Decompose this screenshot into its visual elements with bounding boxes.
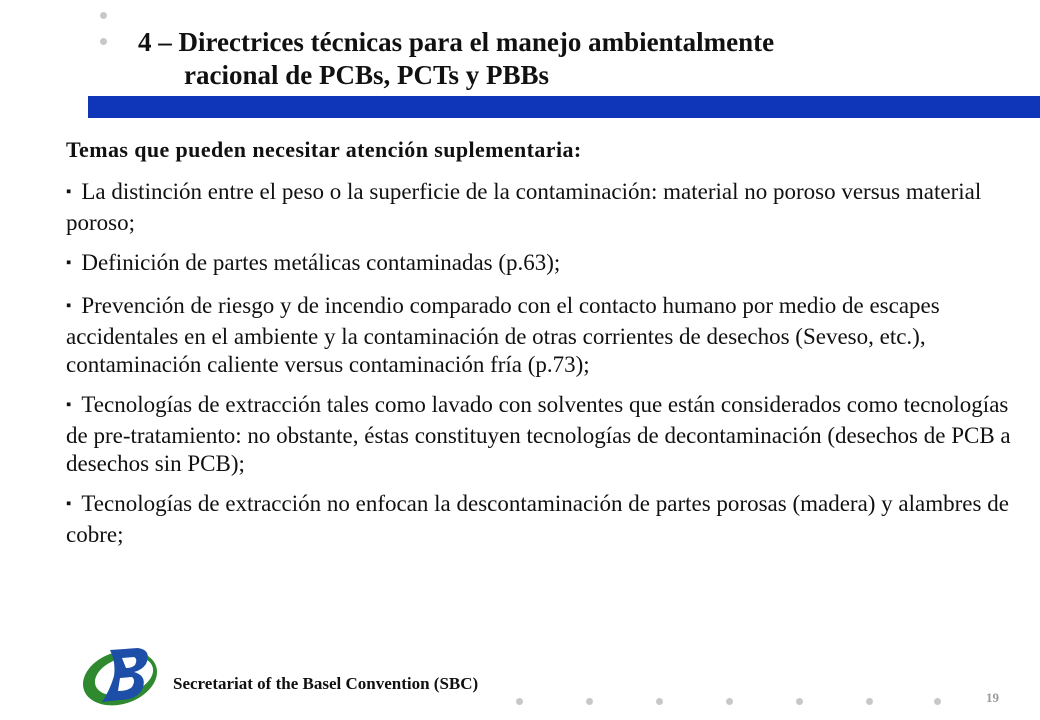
square-bullet-icon: ▪ xyxy=(66,184,72,200)
slide-body xyxy=(66,136,1032,561)
bullet-text: Prevención de riesgo y de incendio comparado con el contacto humano por medio de escapes accidentales en el ambiente y la contaminación de otras corrientes de desechos (Seveso, etc.), contaminación caliente versus contaminación fría (p.73); xyxy=(66,293,940,377)
square-bullet-icon: ▪ xyxy=(66,397,72,413)
decorative-dot xyxy=(796,698,803,705)
bullet-text: La distinción entre el peso o la superficie de la contaminación: material no poroso versus material poroso; xyxy=(66,179,982,235)
bullet-item xyxy=(66,391,1032,478)
decorative-dot xyxy=(656,698,663,705)
slide-title xyxy=(138,26,774,92)
page-number: 19 xyxy=(986,690,999,705)
slide-title-line-2: racional de PCBs, PCTs y PBBs xyxy=(184,60,550,90)
decorative-dot xyxy=(100,12,107,19)
decorative-dot xyxy=(100,38,107,45)
footer-organization: Secretariat of the Basel Convention (SBC) xyxy=(173,674,479,693)
bullet-item xyxy=(66,249,1032,280)
decorative-dot xyxy=(516,698,523,705)
slide-title-line-1: 4 – Directrices técnicas para el manejo ambientalmente xyxy=(138,27,775,57)
decorative-dot xyxy=(866,698,873,705)
square-bullet-icon: ▪ xyxy=(66,255,72,271)
bullet-text: Tecnologías de extracción no enfocan la descontaminación de partes porosas (madera) y alambres de cobre; xyxy=(66,491,1009,547)
bullet-item xyxy=(66,490,1032,549)
square-bullet-icon: ▪ xyxy=(66,298,72,314)
decorative-dot xyxy=(726,698,733,705)
bullet-item xyxy=(66,292,1032,379)
section-heading: Temas que pueden necesitar atención suplementaria: xyxy=(66,137,582,162)
decorative-dot xyxy=(586,698,593,705)
square-bullet-icon: ▪ xyxy=(66,496,72,512)
bullet-text: Tecnologías de extracción tales como lavado con solventes que están considerados como tecnologías de pre-tratamiento: no obstante, éstas constituyen tecnologías de decontaminación (desechos de PCB a desechos sin PCB); xyxy=(66,392,1011,476)
basel-convention-logo-icon xyxy=(80,640,162,710)
decorative-dot xyxy=(934,698,941,705)
bullet-item xyxy=(66,178,1032,237)
title-underline-bar xyxy=(88,96,1040,118)
bullet-text: Definición de partes metálicas contaminadas (p.63); xyxy=(81,250,561,275)
